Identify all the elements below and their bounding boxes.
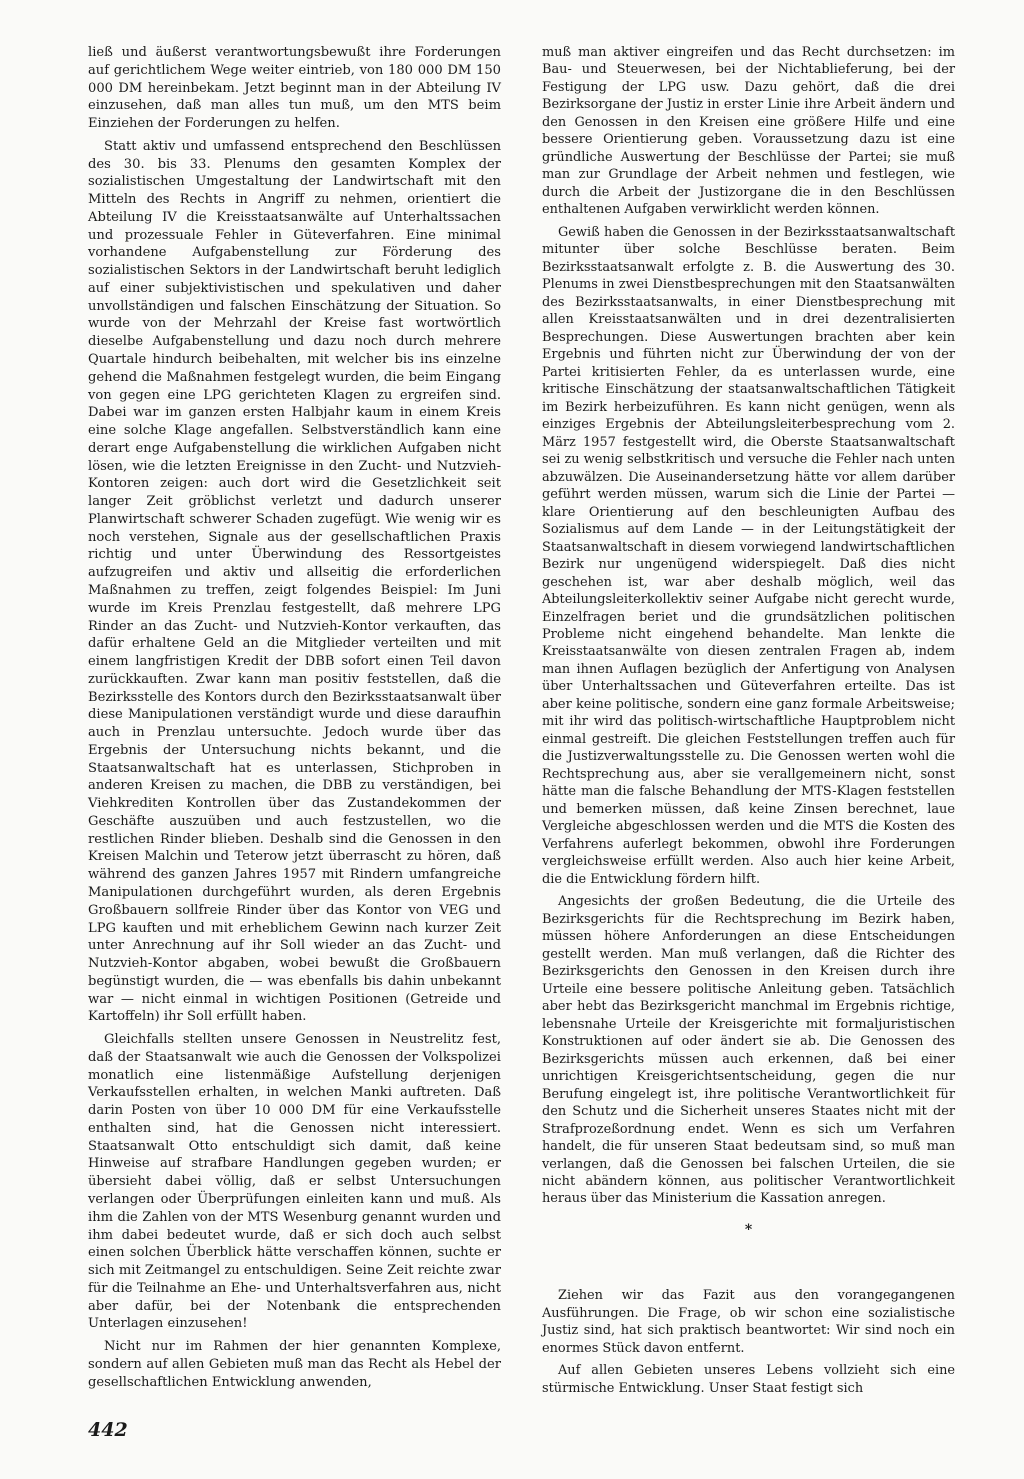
paragraph: Angesichts der großen Bedeutung, die die Urteile des Bezirksgerichts für die Rechtsprechung im Bezirk haben, müssen höhere Anforderungen an diese Entscheidungen gestellt werden. Man muß verlangen, daß die Richter des Bezirksgerichts den Genossen in den Kreisen durch ihre Urteile eine bessere politische Anleitung geben. Tatsächlich aber hebt das Bezirksgericht manchmal im Ergebnis richtige, lebensnahe Urteile der Kreisgerichte mit formaljuristischen Konstruktionen auf oder ändert sie ab. Die Genossen des Bezirksgerichts müssen auch erkennen, daß bei einer unrichtigen Kreisgerichtsentscheidung, gegen die nur Berufung eingelegt ist, ihre politische Verantwortlichkeit für den Schutz und die Sicherheit unseres Staates nicht mit der Strafprozeßordnung endet. Wenn es sich um Verfahren handelt, die für unseren Staat bedeutsam sind, so muß man verlangen, daß die Genossen bei falschen Urteilen, die sie nicht abändern können, aus politischer Verantwortlichkeit heraus über das Ministerium die Kassation anregen. [542,894,955,1207]
section-separator: * [744,1221,753,1238]
paragraph: Gleichfalls stellten unsere Genossen in Neustrelitz fest, daß der Staatsanwalt wie auch die Genossen der Volkspolizei monatlich eine listenmäßige Aufstellung derjenigen Verkaufsstellen erhalten, in welchen Manki auftreten. Daß darin Posten von über 10 000 DM für eine Verkaufsstelle enthalten sind, hat die Genossen nicht interessiert. Staatsanwalt Otto entschuldigt sich damit, daß keine Hinweise auf strafbare Handlungen gegeben wurden; er übersieht dabei völlig, daß er selbst Untersuchungen verlangen oder Überprüfungen einleiten kann und muß. Als ihm die Zahlen von der MTS Wesenburg genannt wurden und ihm dabei bedeutet wurde, daß er sich doch auch selbst einen solchen Überblick hätte verschaffen können, suchte er sich mit Zeitmangel zu entschuldigen. Seine Zeit reichte zwar für die Teilnahme an Ehe- und Unterhaltsverfahren aus, nicht aber dafür, bei der Notenbank die entsprechenden Unterlagen einzusehen! [88,1032,501,1332]
paragraph: Ziehen wir das Fazit aus den vorangegangenen Ausführungen. Die Frage, ob wir schon eine sozialistische Justiz sind, hat sich praktisch beantwortet: Wir sind noch ein enormes Stück davon entfernt. [542,1288,955,1356]
paragraph: Gewiß haben die Genossen in der Bezirksstaatsanwaltschaft mitunter über solche Beschlüsse beraten. Beim Bezirksstaatsanwalt erfolgte z. B. die Auswertung des 30. Plenums in zwei Dienstbesprechungen mit den Staatsanwälten des Bezirksstaatsanwalts, in einer Dienstbesprechung mit allen Kreisstaatsanwälten und in drei dezentralisierten Besprechungen. Diese Auswertungen brachten aber kein Ergebnis und führten nicht zur Überwindung der von der Partei kritisierten Fehler, da es unterlassen wurde, eine kritische Einschätzung der staatsanwaltschaftlichen Tätigkeit im Bezirk herbeizuführen. Es kann nicht genügen, wenn als einziges Ergebnis der Abteilungsleiterbesprechung vom 2. März 1957 festgestellt wird, die Oberste Staatsanwaltschaft sei zu wenig selbstkritisch und versuche die Fehler nach unten abzuwälzen. Die Auseinandersetzung hätte vor allem darüber geführt werden müssen, warum sich die Linie der Partei — klare Orientierung auf den beschleunigten Aufbau des Sozialismus auf dem Lande — in der Leitungstätigkeit der Staatsanwaltschaft in diesem vorwiegend landwirtschaftlichen Bezirk nur ungenügend widerspiegelt. Daß dies nicht geschehen ist, war aber deshalb möglich, weil das Abteilungsleiterkollektiv seiner Aufgabe nicht gerecht wurde, Einzelfragen beriet und die grundsätzlichen politischen Probleme nicht eingehend behandelte. Man lenkte die Kreisstaatsanwälte von diesen zentralen Fragen ab, indem man ihnen Auflagen bezüglich der Anfertigung von Analysen über Unterhaltssachen und Güteverfahren erteilte. Das ist aber keine politische, sondern eine ganz formale Arbeitsweise; mit ihr wird das politisch-wirtschaftliche Hauptproblem nicht einmal gestreift. Die gleichen Feststellungen treffen auch für die Justizverwaltungsstelle zu. Die Genossen werten wohl die Rechtsprechung aus, aber sie verallgemeinern nicht, sonst hätte man die falsche Behandlung der MTS-Klagen feststellen und bemerken müssen, daß keine Zinsen berechnet, laue Vergleiche abgeschlossen werden und die MTS die Kosten des Verfahrens auferlegt bekommen, obwohl ihre Forderungen vergleichsweise erfüllt werden. Also auch hier keine Arbeit, die die Entwicklung fördern hilft. [542,224,955,887]
left-column [88,44,501,1396]
paragraph: muß man aktiver eingreifen und das Recht durchsetzen: im Bau- und Steuerwesen, bei der Nichtablieferung, bei der Festigung der LPG usw. Dazu gehört, daß die drei Bezirksorgane der Justiz in erster Linie ihre Arbeit ändern und den Genossen in den Kreisen eine größere Hilfe und eine bessere Orientierung geben. Voraussetzung dazu ist eine gründliche Auswertung der Beschlüsse der Partei; sie muß man zur Grundlage der Arbeit nehmen und festlegen, wie durch die Arbeit der Justizorgane die in den Beschlüssen enthaltenen Aufgaben verwirklicht werden können. [542,45,955,218]
paragraph: Nicht nur im Rahmen der hier genannten Komplexe, sondern auf allen Gebieten muß man das Recht als Hebel der gesellschaftlichen Entwicklung anwenden, [88,1339,501,1390]
paragraph: Statt aktiv und umfassend entsprechend den Beschlüssen des 30. bis 33. Plenums den gesamten Komplex der sozialistischen Umgestaltung der Landwirtschaft mit den Mitteln des Rechts in Angriff zu nehmen, orientiert die Abteilung IV die Kreisstaatsanwälte auf Unterhaltssachen und prozessuale Fehler in Güteverfahren. Eine minimal vorhandene Aufgabenstellung zur Förderung des sozialistischen Sektors in der Landwirtschaft beruht lediglich auf einer subjektivistischen und spekulativen und daher unvollständigen und falschen Einschätzung der Situation. So wurde von der Mehrzahl der Kreise fast wortwörtlich dieselbe Aufgabenstellung und dazu noch durch mehrere Quartale hindurch beibehalten, mit welcher bis ins einzelne gehend die Maßnahmen festgelegt wurden, die beim Eingang von gegen eine LPG gerichteten Klagen zu ergreifen sind. Dabei war im ganzen ersten Halbjahr kaum in einem Kreis eine solche Klage angefallen. Selbstverständlich kann eine derart enge Aufgabenstellung die wirklichen Aufgaben nicht lösen, wie die letzten Ereignisse in den Zucht- und Nutzvieh-Kontoren zeigen: auch dort wird die Gesetzlichkeit seit langer Zeit gröblichst verletzt und dadurch unserer Planwirtschaft schwerer Schaden zugefügt. Wie wenig wir es noch verstehen, Signale aus der gesellschaftlichen Praxis richtig und unter Überwindung des Ressortgeistes aufzugreifen und aktiv und allseitig die erforderlichen Maßnahmen zu treffen, zeigt folgendes Beispiel: Im Juni wurde im Kreis Prenzlau festgestellt, daß mehrere LPG Rinder an das Zucht- und Nutzvieh-Kontor verkauften, das dafür erhaltene Geld an die Mitglieder verteilten und mit einem langfristigen Kredit der DBB sofort einen Teil davon zurückkauften. Zwar kann man positiv feststellen, daß die Bezirksstelle des Kontors durch den Bezirksstaatsanwalt über diese Manipulationen verständigt wurde und diese daraufhin auch in Prenzlau untersuchte. Jedoch wurde über das Ergebnis der Untersuchung nichts bekannt, und die Staatsanwaltschaft hat es unterlassen, Stichproben in anderen Kreisen zu machen, die DBB zu verständigen, bei Viehkrediten Kontrollen über das Zustandekommen der Geschäfte auszuüben und auch festzustellen, wo die restlichen Rinder blieben. Deshalb sind die Genossen in den Kreisen Malchin und Teterow jetzt überrascht zu hören, daß während des ganzen Jahres 1957 mit Rindern umfangreiche Manipulationen durchgeführt wurden, als deren Ergebnis Großbauern sollfreie Rinder über das Kontor von VEG und LPG kauften und mit erheblichem Gewinn nach kurzer Zeit unter Anrechnung auf ihr Soll wieder an das Zucht- und Nutzvieh-Kontor abgaben, wobei bewußt die Großbauern begünstigt wurden, die — was ebenfalls bis dahin unbekannt war — nicht einmal in wichtigen Positionen (Getreide und Kartoffeln) ihr Soll erfüllt haben. [88,138,501,1025]
right-column [542,44,955,1402]
paragraph: ließ und äußerst verantwortungsbewußt ihre Forderungen auf gerichtlichem Wege weiter eintrieb, von 180 000 DM 150 000 DM hereinbekam. Jetzt beginnt man in der Abteilung IV einzusehen, daß man alles tun muß, um den MTS beim Einziehen der Forderungen zu helfen. [88,45,501,132]
paragraph: Auf allen Gebieten unseres Lebens vollzieht sich eine stürmische Entwicklung. Unser Staat festigt sich [542,1363,955,1396]
page-number: 442 [88,1419,128,1441]
